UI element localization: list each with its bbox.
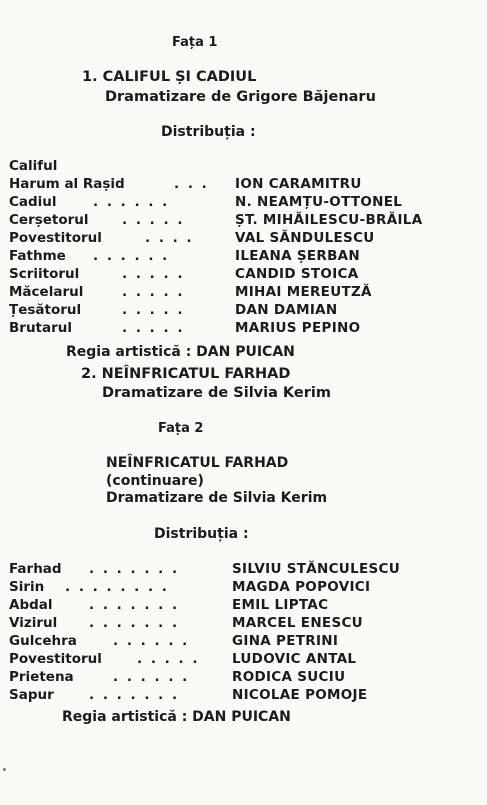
actor-name: CANDID STOICA — [235, 266, 359, 282]
leader-dots: . . . . . — [122, 284, 185, 300]
actor-name: ȘT. MIHĂILESCU-BRĂILA — [235, 212, 423, 228]
cast-row — [9, 651, 449, 668]
cast-group-label: Califul — [9, 158, 58, 174]
leader-dots: . . . — [174, 176, 209, 192]
leader-dots: . . . . . . . — [89, 597, 180, 613]
cast-row — [9, 266, 449, 283]
paper-speck — [3, 768, 6, 771]
actor-name: ION CARAMITRU — [235, 176, 362, 192]
actor-name: MARIUS PEPINO — [235, 320, 361, 336]
leader-dots: . . . . . . — [113, 669, 190, 685]
play-continued-note: (continuare) — [106, 473, 204, 489]
leader-dots: . . . . . . — [93, 194, 170, 210]
actor-name: NICOLAE POMOJE — [232, 687, 368, 703]
cast-heading-1: Distribuția : — [161, 124, 256, 140]
play-2-subtitle: Dramatizare de Silvia Kerim — [102, 385, 331, 401]
cast-row — [9, 248, 449, 265]
cast-row — [9, 212, 449, 229]
actor-name: SILVIU STĂNCULESCU — [232, 561, 400, 577]
cast-row — [9, 230, 449, 247]
actor-name: N. NEAMȚU-OTTONEL — [235, 194, 403, 210]
role-name: Fathme — [9, 248, 66, 264]
leader-dots: . . . . . . . — [89, 687, 180, 703]
cast-row — [9, 561, 449, 578]
cast-row — [9, 194, 449, 211]
role-name: Scriitorul — [9, 266, 80, 282]
leader-dots: . . . . . . . — [89, 615, 180, 631]
cast-row — [9, 284, 449, 301]
role-name: Gulcehra — [9, 633, 77, 649]
play-2-title: 2. NEÎNFRICATUL FARHAD — [81, 366, 291, 382]
leader-dots: . . . . . . — [93, 248, 170, 264]
cast-row — [9, 669, 449, 686]
cast-row — [9, 633, 449, 650]
leader-dots: . . . . . . . . — [65, 579, 169, 595]
actor-name: ILEANA ȘERBAN — [235, 248, 361, 264]
role-name: Cerșetorul — [9, 212, 89, 228]
role-name: Țesătorul — [9, 302, 82, 318]
actor-name: VAL SĂNDULESCU — [235, 230, 375, 246]
cast-row — [9, 615, 449, 632]
cast-row — [9, 687, 449, 704]
leader-dots: . . . . . — [122, 320, 185, 336]
role-name: Povestitorul — [9, 230, 102, 246]
leader-dots: . . . . . . — [113, 633, 190, 649]
role-name: Farhad — [9, 561, 62, 577]
role-name: Brutarul — [9, 320, 73, 336]
actor-name: MAGDA POPOVICI — [232, 579, 371, 595]
cast-row — [9, 176, 449, 193]
actor-name: DAN DAMIAN — [235, 302, 338, 318]
side-1-label: Fața 1 — [172, 35, 218, 50]
play-title: NEÎNFRICATUL FARHAD — [106, 455, 289, 471]
leader-dots: . . . . . — [122, 212, 185, 228]
cast-row — [9, 579, 449, 596]
side-2-label: Fața 2 — [158, 421, 204, 436]
cast-row — [9, 597, 449, 614]
role-name: Măcelarul — [9, 284, 84, 300]
leader-dots: . . . . . — [122, 302, 185, 318]
leader-dots: . . . . . — [137, 651, 200, 667]
cast-row — [9, 302, 449, 319]
role-name: Povestitorul — [9, 651, 102, 667]
role-name: Sapur — [9, 687, 54, 703]
role-name: Sirin — [9, 579, 45, 595]
play-1-subtitle: Dramatizare de Grigore Băjenaru — [105, 89, 376, 105]
role-name: Vizirul — [9, 615, 58, 631]
role-name: Abdal — [9, 597, 53, 613]
leader-dots: . . . . — [145, 230, 194, 246]
cast-heading-2: Distribuția : — [154, 526, 249, 542]
actor-name: MARCEL ENESCU — [232, 615, 363, 631]
role-name: Cadiul — [9, 194, 57, 210]
role-name: Prietena — [9, 669, 74, 685]
actor-name: MIHAI MEREUTZĂ — [235, 284, 372, 300]
direction-credit-2: Regia artistică : DAN PUICAN — [62, 709, 291, 725]
leader-dots: . . . . . . . — [89, 561, 180, 577]
cast-row — [9, 320, 449, 337]
play-1-title: 1. CALIFUL ȘI CADIUL — [82, 69, 257, 85]
play-subtitle: Dramatizare de Silvia Kerim — [106, 490, 328, 506]
actor-name: LUDOVIC ANTAL — [232, 651, 357, 667]
actor-name: GINA PETRINI — [232, 633, 339, 649]
direction-credit-1: Regia artistică : DAN PUICAN — [66, 344, 295, 360]
leader-dots: . . . . . — [122, 266, 185, 282]
actor-name: EMIL LIPTAC — [232, 597, 329, 613]
role-name: Harum al Rașid — [9, 176, 125, 192]
actor-name: RODICA SUCIU — [232, 669, 346, 685]
